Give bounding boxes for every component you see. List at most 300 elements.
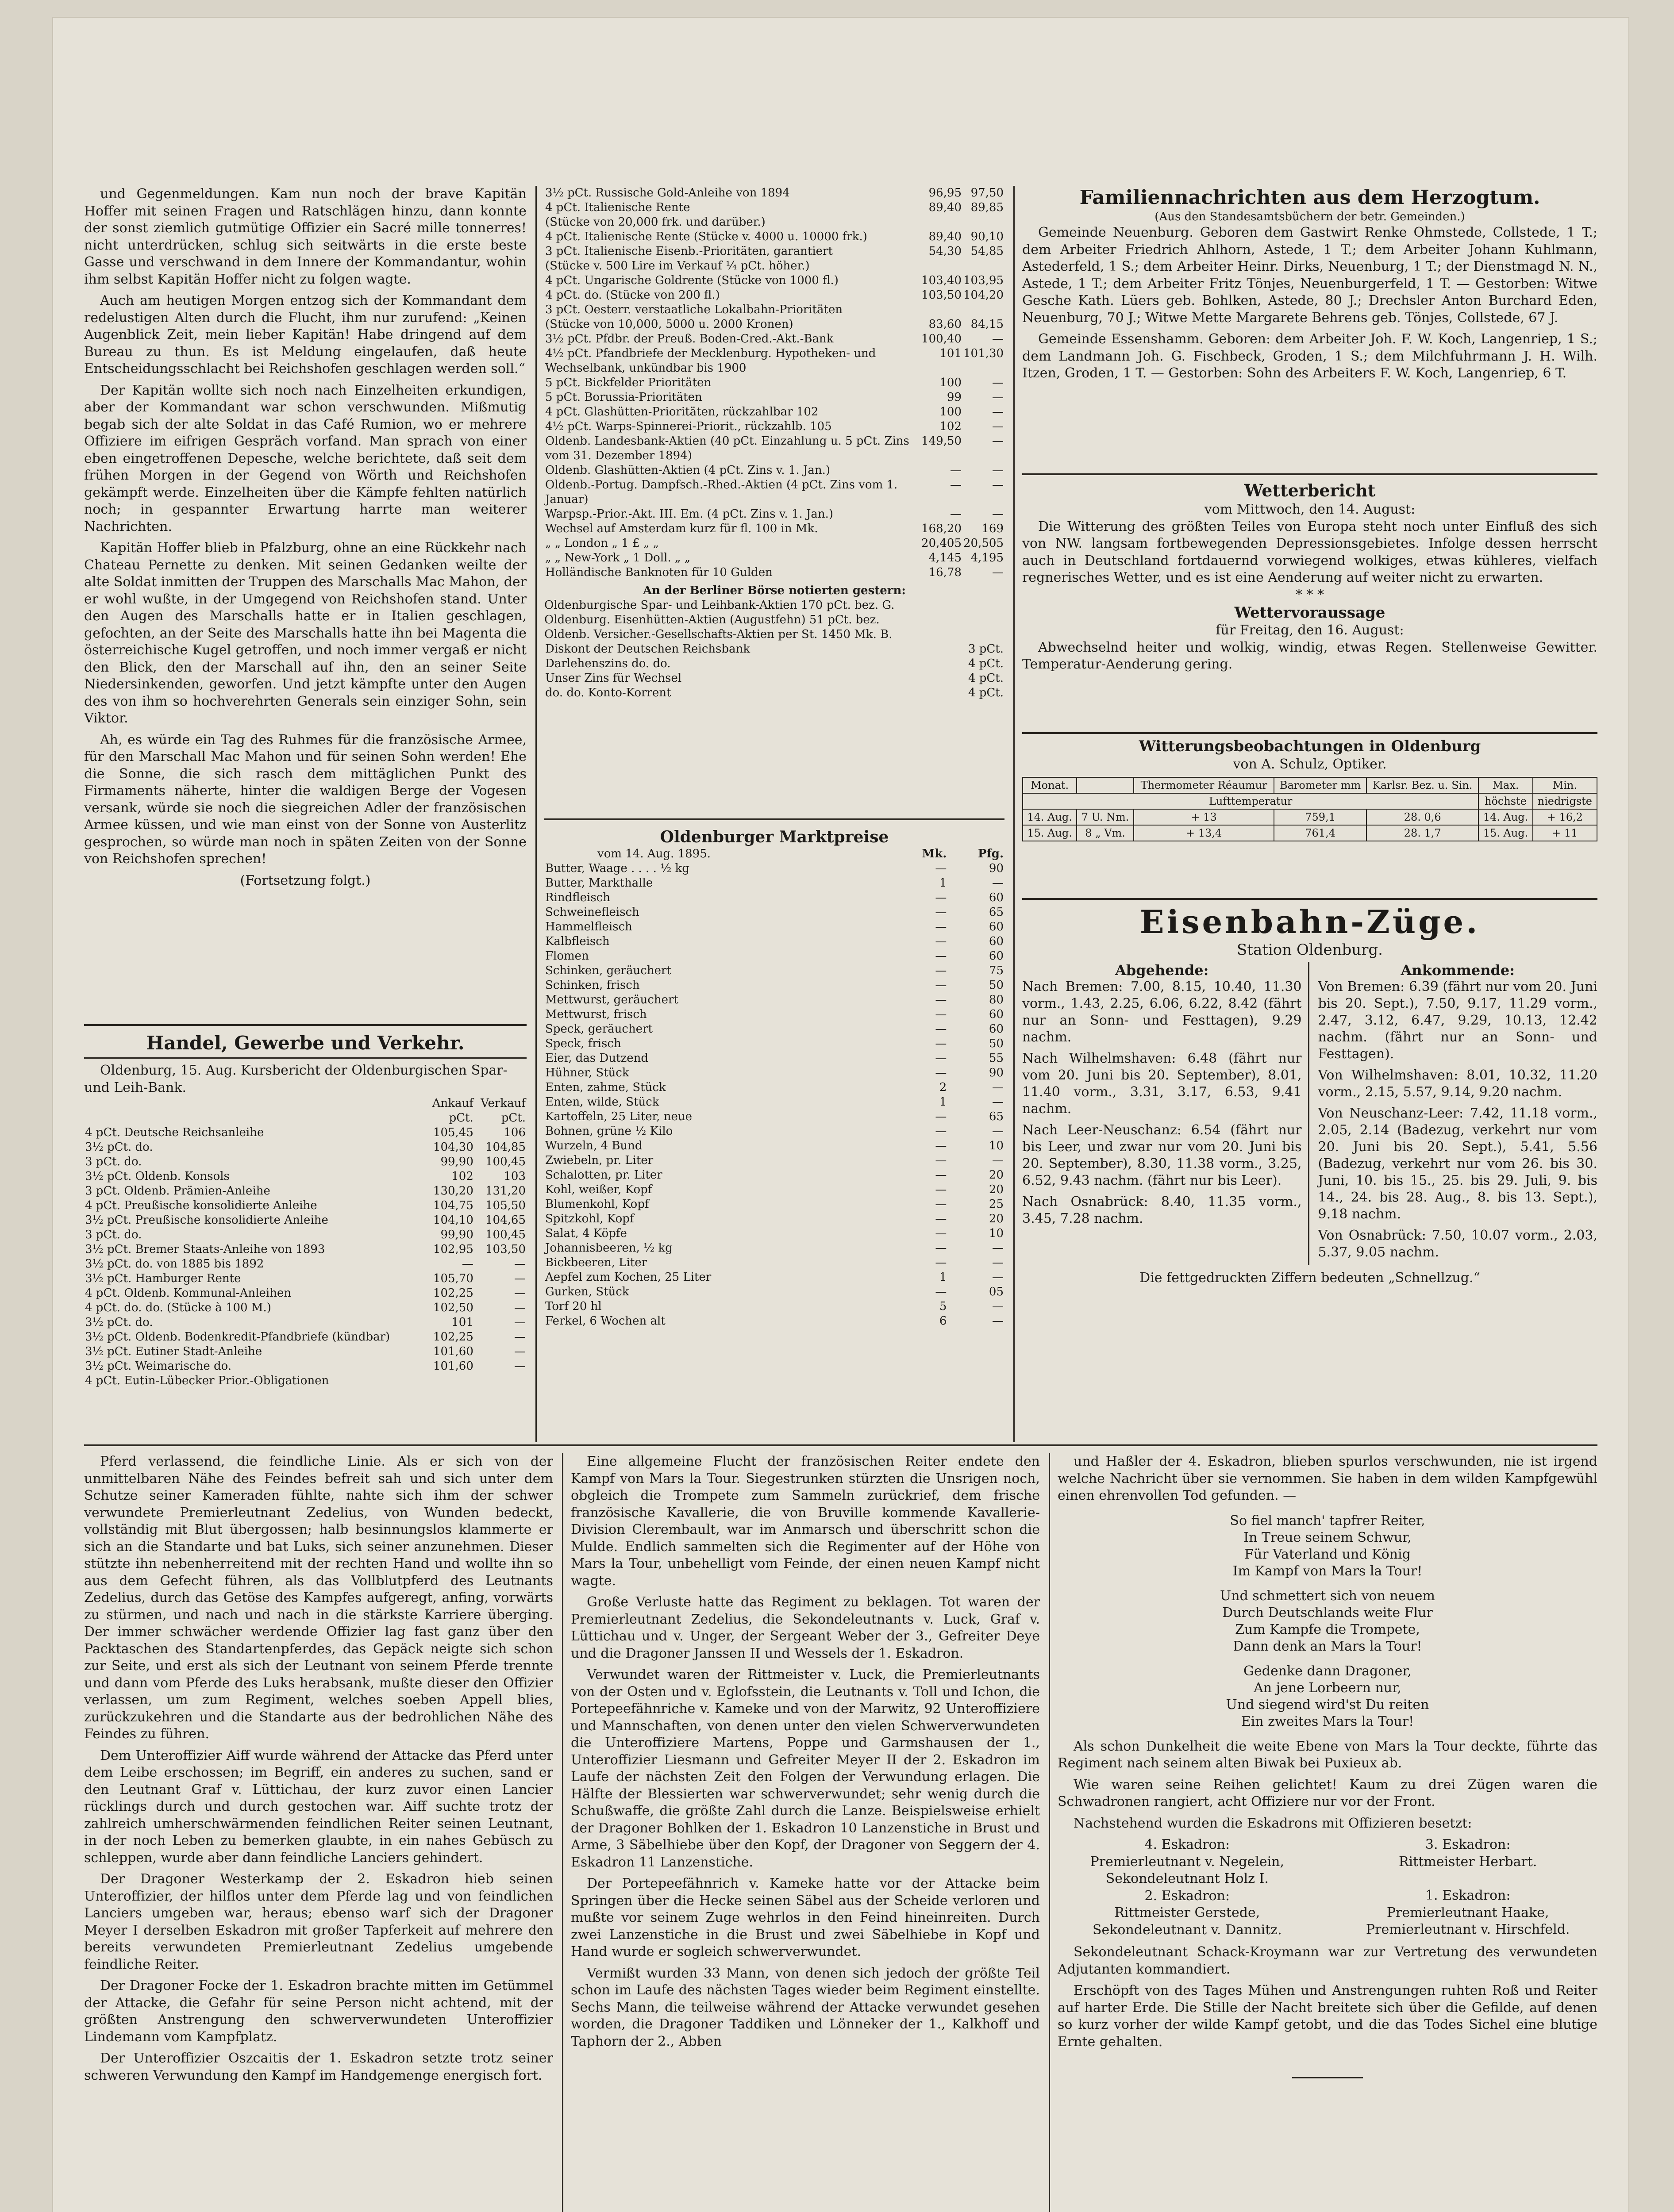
beobachtung-header: Karlsr. Bez. u. Sin. xyxy=(1366,777,1478,793)
markt-row-cell: Rindfleisch xyxy=(545,891,610,904)
continued-note: (Fortsetzung folgt.) xyxy=(240,872,371,888)
markt-row-cell: 10 xyxy=(989,1139,1004,1152)
kurse-row-cell: — xyxy=(992,332,1004,346)
markt-row-cell: 60 xyxy=(989,935,1004,948)
handel-row-cell: 104,75 xyxy=(433,1199,473,1212)
handel-row-cell: 101,60 xyxy=(433,1345,473,1358)
handel-row-cell: 3½ pCt. Bremer Staats-Anleihe von 1893 xyxy=(85,1243,325,1256)
familien-title: Familiennachrichten aus dem Herzogtum. xyxy=(1079,186,1540,209)
handel-row-cell: 3½ pCt. do. xyxy=(85,1316,153,1329)
kurse-row-cell xyxy=(920,303,962,317)
poem-line: Gedenke dann Dragoner, xyxy=(1243,1663,1412,1679)
beobachtung-table xyxy=(1022,777,1597,841)
handel-row-cell: 105,50 xyxy=(485,1199,526,1212)
markt-row xyxy=(544,1314,1004,1329)
kurse-row-cell: 89,85 xyxy=(970,201,1004,214)
markt-row-cell: 2 xyxy=(939,1081,947,1094)
handel-row-cell: 3½ pCt. do. xyxy=(85,1141,153,1154)
kurse-row xyxy=(544,273,1004,288)
kurse-row-cell: 84,15 xyxy=(970,318,1004,331)
diskont-table xyxy=(544,642,1004,700)
poem-stanza xyxy=(1058,1513,1597,1580)
markt-row-cell: — xyxy=(935,1227,947,1240)
kurse-row-cell: 3½ pCt. Russische Gold-Anleihe von 1894 xyxy=(545,186,790,200)
story-paragraph: Pferd verlassend, die feindliche Linie. Als er sich von der unmittelbaren Nähe des Feindes befreit sah und sich unter dem Schutze seiner Kameraden fühlte, nahte sich ihm der schwer verwundete Premierleutnant Zedelius, von Wunden bedeckt, vollständig mit Blut übergossen; halb besinnungslos klammerte er sich an die Standarte und bat Luks, sich seiner anzunehmen. Dieser stützte ihn nebenherreitend mit der rechten Hand und wollte ihn so aus dem Gefecht führen, als das Vollblutpferd des Leutnants Zedelius, durch das Getöse des Kampfes aufgeregt, anfing, vorwärts zu stürmen, und nach und nach in die stärkste Karriere überging. Der immer schwächer werdende Offizier lag fast ganz über den Packtaschen des Standartenpferdes, das Gepäck neigte sich schon zur Seite, und erst als sich der Leutnant von seinem Pferde trennte und dann vom Pferde des Luks herabsank, mußte dieser den Offizier verlassen, um zum Regiment, welches soeben Appell blies, zurückzukehren und die Standarte aus der bedrohlichen Nähe des Feindes zu führen. xyxy=(84,1454,553,1742)
markt-row xyxy=(544,1299,1004,1314)
kurse-row-cell: 54,85 xyxy=(970,245,1004,258)
novel-paragraph: und Gegenmeldungen. Kam nun noch der brave Kapitän Hoffer mit seinen Fragen und Ratschlägen hinzu, dann konnte der sonst ziemlich gutmütige Offizier ein Sacré mille tonnerres! nicht unterdrücken, schlug sich seitwärts in die erste beste Gasse und verschwand in dem Innere der Kommandantur, wohin ihm selbst Kapitän Hoffer nicht zu folgen wagte. xyxy=(84,186,527,287)
kurse-row-cell: „ „ New-York „ 1 Doll. „ „ xyxy=(545,551,691,565)
markt-row-cell: 75 xyxy=(989,964,1004,977)
kurse-table xyxy=(544,186,1004,580)
beobachtung-header: Monat. xyxy=(1023,777,1077,793)
kurse-row-cell: 96,95 xyxy=(928,186,962,200)
poem-line: An jene Lorbeern nur, xyxy=(1254,1680,1401,1696)
handel-row-cell: 4 pCt. Oldenb. Kommunal-Anleihen xyxy=(85,1286,292,1300)
markt-row-cell: — xyxy=(935,1256,947,1269)
kurse-row-cell: 4 pCt. do. (Stücke von 200 fl.) xyxy=(545,288,720,302)
markt-row-cell: — xyxy=(935,1052,947,1065)
markt-row-cell: Torf 20 hl xyxy=(545,1300,602,1313)
handel-row-cell: 3½ pCt. Oldenb. Bodenkredit-Pfandbriefe (kündbar) xyxy=(85,1330,390,1344)
handel-row-cell: — xyxy=(514,1345,526,1358)
eskadron-1-line: Premierleutnant v. Hirschfeld. xyxy=(1366,1922,1570,1937)
markt-row xyxy=(544,1095,1004,1110)
markt-row-cell: Blumenkohl, Kopf xyxy=(545,1198,649,1211)
markt-row xyxy=(544,1256,1004,1270)
kurse-row-cell: 149,50 xyxy=(921,434,962,448)
markt-row-cell: — xyxy=(935,993,947,1006)
markt-row-cell: 80 xyxy=(989,993,1004,1006)
abfahrt-entry: Nach Osnabrück: 8.40, 11.35 vorm., 3.45, 7.28 nachm. xyxy=(1022,1194,1302,1226)
markt-row xyxy=(544,1212,1004,1226)
markt-row-cell: — xyxy=(992,1081,1004,1094)
ankunft-entry: Von Wilhelmshaven: 8.01, 10.32, 11.20 vorm., 2.15, 5.57, 9.14, 9.20 nachm. xyxy=(1318,1068,1597,1100)
kurse-row-cell: Wechsel auf Amsterdam kurz für fl. 100 in Mk. xyxy=(545,522,818,535)
poem-line: In Treue seinem Schwur, xyxy=(1243,1529,1412,1545)
col-mk: Mk. xyxy=(922,847,947,860)
eskadron-list xyxy=(1058,1836,1597,1939)
markt-row-cell: — xyxy=(935,979,947,992)
abfahrt-entry: Nach Bremen: 7.00, 8.15, 10.40, 11.30 vorm., 1.43, 2.25, 6.06, 6.22, 8.42 (fährt nur an Sonn- und Festtagen), 9.29 nachm. xyxy=(1022,979,1302,1045)
kurse-row-cell: 169 xyxy=(981,522,1004,535)
kurse-row-cell: — xyxy=(950,464,962,477)
handel-row xyxy=(84,1271,527,1286)
ankunft-entry: Von Bremen: 6.39 (fährt nur vom 20. Juni bis 20. Sept.), 7.50, 9.17, 11.29 vorm., 2.47, 3.12, 6.47, 9.29, 10.13, 12.42 nachm. (fährt nur an Sonn- und Festtagen). xyxy=(1318,979,1597,1062)
story-col-3 xyxy=(1058,1453,1597,2212)
markt-row-cell: Hammelfleisch xyxy=(545,920,632,933)
markt-row-cell: — xyxy=(935,1125,947,1138)
handel-section xyxy=(84,1031,527,1442)
markt-row-cell: 05 xyxy=(989,1285,1004,1298)
markt-row-cell: Schweinefleisch xyxy=(545,906,639,919)
handel-row xyxy=(84,1125,527,1140)
handel-row xyxy=(84,1155,527,1169)
markt-row-cell: — xyxy=(935,1139,947,1152)
markt-row-cell: 1 xyxy=(939,1271,947,1284)
kurse-row-cell: Oldenb. Landesbank-Aktien (40 pCt. Einzahlung u. 5 pCt. Zins vom 31. Dezember 1894) xyxy=(545,434,909,462)
handel-row-cell: 102,25 xyxy=(433,1286,473,1300)
markt-row xyxy=(544,949,1004,964)
markt-row-cell: — xyxy=(992,1314,1004,1328)
handel-row-cell: 106 xyxy=(504,1126,526,1139)
handel-row xyxy=(84,1315,527,1330)
markt-row-cell: Ferkel, 6 Wochen alt xyxy=(545,1314,666,1328)
handel-row-cell: 102 xyxy=(451,1170,473,1183)
kurse-row-cell: 83,60 xyxy=(928,318,962,331)
kurse-row-cell: (Stücke v. 500 Lire im Verkauf ¼ pCt. höher.) xyxy=(545,259,810,273)
beobachtung-luft-cell: niedrigste xyxy=(1533,793,1597,809)
kurse-row-cell: „ „ London „ 1 £ „ „ xyxy=(545,537,659,550)
story-paragraph: Erschöpft von des Tages Mühen und Anstrengungen ruhten Roß und Reiter auf harter Erde. Die Stille der Nacht breitete sich über die Gefilde, auf denen so kurz vorher der wilde Kampf getobt, und die das Todes Sichel eine blutige Ernte gehalten. xyxy=(1058,1983,1597,2050)
handel-row xyxy=(84,1374,527,1388)
kurse-row-cell: 4 pCt. Glashütten-Prioritäten, rückzahlbar 102 xyxy=(545,405,819,419)
handel-row-cell: 130,20 xyxy=(433,1184,473,1198)
handel-row-cell xyxy=(426,1374,474,1388)
poem-line: So fiel manch' tapfrer Reiter, xyxy=(1230,1513,1425,1528)
markt-row-cell: 20 xyxy=(989,1212,1004,1225)
novel-top xyxy=(84,186,527,1022)
markt-row xyxy=(544,1007,1004,1022)
markt-row xyxy=(544,876,1004,891)
diskont-row xyxy=(544,671,1004,686)
markt-table xyxy=(544,847,1004,1329)
kurse-row-cell: 89,40 xyxy=(928,201,962,214)
story-paragraph: und Haßler der 4. Eskadron, blieben spurlos verschwunden, nie ist irgend welche Nachricht über sie vernommen. Sie haben in dem wilden Kampfgewühl einen ehrenvollen Tod gefunden. — xyxy=(1058,1454,1597,1503)
novel-paragraph: Ah, es würde ein Tag des Ruhmes für die französische Armee, für den Marschall Mac Mahon und für seinen Sohn werden! Ehe die Sonne, die sich rasch dem mittäglichen Punkt des Firmaments näherte, hinter die waldigen Berge der Vogesen versank, würde sie noch die siegreichen Adler der französischen Armee küssen, und wie man einst von der Sonne von Austerlitz gesprochen, so würde man noch in späten Zeiten von der Sonne von Reichshofen sprechen! xyxy=(84,732,527,867)
story-paragraph: Vermißt wurden 33 Mann, von denen sich jedoch der größte Teil schon im Laufe des nächsten Tages wieder beim Regiment einstellte. Sechs Mann, die teilweise während der Attacke verwundet gesehen worden, die Dragoner Taddiken und Lönneker der 1., Kalkhoff und Taphorn der 2., Abben xyxy=(571,1965,1040,2049)
handel-row-cell: 4 pCt. Preußische konsolidierte Anleihe xyxy=(85,1199,317,1212)
kurse-row xyxy=(544,551,1004,565)
markt-row-cell: Gurken, Stück xyxy=(545,1285,629,1298)
handel-row xyxy=(84,1301,527,1315)
kurse-row-cell: 90,10 xyxy=(970,230,1004,243)
markt-row-cell: — xyxy=(935,891,947,904)
markt-row-cell: 10 xyxy=(989,1227,1004,1240)
markt-row xyxy=(544,861,1004,876)
abfahrt-entry: Nach Wilhelmshaven: 6.48 (fährt nur vom 20. Juni bis 20. September), 8.01, 11.40 vorm., 3.31, 3.17, 6.53, 9.41 nachm. xyxy=(1022,1051,1302,1117)
kurse-row xyxy=(544,244,1004,259)
beobachtung-cell: 761,4 xyxy=(1274,825,1366,841)
markt-row xyxy=(544,1183,1004,1197)
markt-row-cell: 1 xyxy=(939,1095,947,1109)
markt-row-cell: — xyxy=(935,1022,947,1036)
handel-row-cell: — xyxy=(514,1359,526,1373)
col-ankauf: Ankauf xyxy=(432,1097,473,1110)
markt-row-cell: — xyxy=(935,1066,947,1079)
handel-row xyxy=(84,1169,527,1184)
beobachtung-cell: 14. Aug. xyxy=(1478,809,1532,825)
beobachtung-cell: + 16,2 xyxy=(1533,809,1597,825)
handel-row-cell: 104,65 xyxy=(485,1214,526,1227)
markt-row xyxy=(544,1110,1004,1124)
markt-row-cell: — xyxy=(935,920,947,933)
markt-row xyxy=(544,920,1004,934)
markt-row-cell: 65 xyxy=(989,906,1004,919)
berlin-line: Oldenburgische Spar- und Leihbank-Aktien 170 pCt. bez. G. xyxy=(544,599,895,612)
kurse-row-cell: 20,405 xyxy=(921,537,962,550)
markt-row-cell: — xyxy=(992,1095,1004,1109)
forecast-text: Abwechselnd heiter und wolkig, windig, etwas Regen. Stellenweise Gewitter. Temperatur-Aenderung gering. xyxy=(1022,639,1597,672)
markt-row-cell: Kalbfleisch xyxy=(545,935,610,948)
kurse-row-cell: 101 xyxy=(939,347,962,360)
handel-row-cell: 100,45 xyxy=(485,1155,526,1168)
markt-row-cell: Butter, Markthalle xyxy=(545,876,653,890)
kurse-row xyxy=(544,507,1004,522)
diskont-row xyxy=(544,657,1004,671)
poem-line: Dann denk an Mars la Tour! xyxy=(1233,1638,1422,1654)
beobachtung-header: Barometer mm xyxy=(1274,777,1366,793)
kurse-row-cell: 103,95 xyxy=(963,274,1004,287)
markt-row-cell: Aepfel zum Kochen, 25 Liter xyxy=(545,1271,712,1284)
berlin-line: Oldenburg. Eisenhütten-Aktien (Augustfehn) 51 pCt. bez. xyxy=(544,613,880,626)
handel-row-cell xyxy=(474,1374,527,1388)
story-col-1 xyxy=(84,1453,553,2212)
handel-row-cell: 3½ pCt. do. von 1885 bis 1892 xyxy=(85,1257,264,1271)
markt-row-cell: 50 xyxy=(989,1037,1004,1050)
markt-row-cell: Spitzkohl, Kopf xyxy=(545,1212,634,1225)
handel-row-cell: 131,20 xyxy=(485,1184,526,1198)
kurse-row-cell: 100,40 xyxy=(921,332,962,346)
kurse-row-cell: (Stücke von 10,000, 5000 u. 2000 Kronen) xyxy=(545,318,793,331)
beobachtung-cell: 759,1 xyxy=(1274,809,1366,825)
markt-row-cell: 90 xyxy=(989,1066,1004,1079)
ankunft-entry: Von Osnabrück: 7.50, 10.07 vorm., 2.03, 5.37, 9.05 nachm. xyxy=(1318,1228,1597,1260)
markt-row-cell: Schinken, geräuchert xyxy=(545,964,671,977)
kurse-row-cell: 89,40 xyxy=(928,230,962,243)
kurse-row-cell: 3½ pCt. Pfdbr. der Preuß. Boden-Cred.-Akt.-Bank xyxy=(545,332,834,346)
abgehende-column xyxy=(1022,962,1309,1265)
markt-row-cell: 50 xyxy=(989,979,1004,992)
kurse-row xyxy=(544,303,1004,317)
markt-row-cell: Bickbeeren, Liter xyxy=(545,1256,647,1269)
unit-label: pCt. xyxy=(501,1111,526,1125)
markt-row-cell: Schalotten, pr. Liter xyxy=(545,1168,662,1182)
markt-row xyxy=(544,934,1004,949)
markt-row xyxy=(544,1022,1004,1037)
markt-row-cell: 90 xyxy=(989,862,1004,875)
kurse-row-cell: Oldenb. Glashütten-Aktien (4 pCt. Zins v. 1. Jan.) xyxy=(545,464,830,477)
handel-row xyxy=(84,1344,527,1359)
eskadron-4-line: Sekondeleutnant Holz I. xyxy=(1105,1871,1269,1886)
handel-row xyxy=(84,1184,527,1198)
markt-row-cell: Salat, 4 Köpfe xyxy=(545,1227,627,1240)
poem-line: Und siegend wird'st Du reiten xyxy=(1226,1697,1429,1713)
kurse-row-cell: 54,30 xyxy=(928,245,962,258)
story-paragraph: Eine allgemeine Flucht der französischen Reiter endete den Kampf von Mars la Tour. Siegestrunken stürzten die Unsrigen noch, obgleich die Trompete zum Sammeln zurückrief, dem frische französische Kavallerie, die von Bruville kommende Kavallerie-Division Clerembault, war im Anmarsch und überschritt schon die Mulde. Endlich sammelten sich die Regimenter auf der Höhe von Mars la Tour, unbehelligt vom Feinde, der einen neuen Kampf nicht wagte. xyxy=(571,1454,1040,1589)
markt-row xyxy=(544,1037,1004,1051)
markt-row-cell: 25 xyxy=(989,1198,1004,1211)
handel-row-cell: 99,90 xyxy=(440,1228,473,1241)
markt-row-cell: Enten, zahme, Stück xyxy=(545,1081,666,1094)
beobachtung-cell: 28. 0,6 xyxy=(1366,809,1478,825)
wetter-title: Wetterbericht xyxy=(1244,480,1376,500)
beobachtung-header: Min. xyxy=(1533,777,1597,793)
handel-row xyxy=(84,1213,527,1228)
markt-row-cell: — xyxy=(992,1241,1004,1255)
berlin-line: Oldenb. Versicher.-Gesellschafts-Aktien per St. 1450 Mk. B. xyxy=(544,628,893,641)
kurse-row-cell: 5 pCt. Bickfelder Prioritäten xyxy=(545,376,712,389)
beobachtung-cell: 15. Aug. xyxy=(1478,825,1532,841)
markt-title: Oldenburger Marktpreise xyxy=(660,828,889,846)
unit-label: pCt. xyxy=(449,1111,473,1125)
markt-row-cell: 20 xyxy=(989,1183,1004,1196)
markt-row-cell: Hühner, Stück xyxy=(545,1066,629,1079)
handel-title: Handel, Gewerbe und Verkehr. xyxy=(146,1032,465,1054)
markt-row-cell: — xyxy=(935,906,947,919)
markt-row-cell: Flomen xyxy=(545,949,589,963)
handel-row xyxy=(84,1242,527,1257)
markt-row-cell: — xyxy=(935,1008,947,1021)
kurse-row-cell: 3 pCt. Oesterr. verstaatliche Lokalbahn-Prioritäten xyxy=(545,303,843,316)
markt-row-cell: — xyxy=(992,1271,1004,1284)
handel-row-cell: 101 xyxy=(451,1316,473,1329)
diskont-row-cell: 3 pCt. xyxy=(968,642,1004,656)
eskadron-2-line: Rittmeister Gerstede, xyxy=(1114,1905,1260,1920)
markt-row-cell: 60 xyxy=(989,891,1004,904)
handel-row-cell: 104,85 xyxy=(485,1141,526,1154)
kurse-row xyxy=(544,317,1004,332)
wetter-date: vom Mittwoch, den 14. August: xyxy=(1204,502,1416,517)
markt-row-cell: — xyxy=(935,949,947,963)
handel-row-cell: — xyxy=(514,1286,526,1300)
kurse-row-cell: — xyxy=(992,376,1004,389)
novel-paragraph: Der Kapitän wollte sich noch nach Einzelheiten erkundigen, aber der Kommandant war schon verschwunden. Mißmutig begab sich der alte Soldat in das Café Rumion, wo er mehrere Offiziere im eifrigen Gespräch vorfand. Man sprach von einer eben eingetroffenen Depesche, welche berichtete, daß seit dem frühen Morgen in der Gegend von Wörth und Reichshofen gekämpft werde. Einzelheiten über die Kämpfe fehlten natürlich noch; in gespannter Erwartung harrte man weiterer Nachrichten. xyxy=(84,382,527,534)
wetter-stars: * * * xyxy=(1295,587,1324,603)
handel-row-cell: 99,90 xyxy=(440,1155,473,1168)
markt-row xyxy=(544,1153,1004,1168)
handel-row-cell: 100,45 xyxy=(485,1228,526,1241)
kurse-row xyxy=(544,390,1004,405)
kurse-row-cell: — xyxy=(992,391,1004,404)
markt-row-cell: — xyxy=(935,1154,947,1167)
markt-row-cell: — xyxy=(935,964,947,977)
eskadron-3-label: 3. Eskadron: xyxy=(1425,1837,1511,1852)
kurse-row-cell: 5 pCt. Borussia-Prioritäten xyxy=(545,391,702,404)
story-paragraph: Wie waren seine Reihen gelichtet! Kaum zu drei Zügen waren die Schwadronen rangiert, acht Offiziere nur vor der Front. xyxy=(1058,1777,1597,1809)
kurse-row xyxy=(544,405,1004,419)
novel-paragraph: Auch am heutigen Morgen entzog sich der Kommandant dem redelustigen Alten durch die Flucht, ihm nur zurufend: „Keinen Augenblick Zeit, mein lieber Kapitän! Habe dringend auf dem Bureau zu thun. Es ist Meldung eingelaufen, daß heute Entscheidungsschlacht bei Reichshofen geschlagen werden soll.“ xyxy=(84,293,527,376)
poem-line: Im Kampf von Mars la Tour! xyxy=(1232,1563,1423,1579)
handel-row-cell: 101,60 xyxy=(433,1359,473,1373)
handel-row-cell: 104,10 xyxy=(433,1214,473,1227)
beobachtung-cell: + 11 xyxy=(1533,825,1597,841)
diskont-row-cell: Darlehenszins do. do. xyxy=(545,657,671,670)
handel-row-cell: 103 xyxy=(504,1170,526,1183)
familien-paragraph: Gemeinde Essenshamm. Geboren: dem Arbeiter Joh. F. W. Koch, Langenriep, 1 S.; dem Landmann Joh. G. Fischbeck, Groden, 1 S.; dem Milchfuhrmann J. H. Wilh. Itzen, Groden, 1 T. — Gestorben: Sohn des Arbeiters F. W. Koch, Langenriep, 6 T. xyxy=(1022,331,1597,381)
forecast-date: für Freitag, den 16. August: xyxy=(1216,622,1404,638)
markt-row-cell: 60 xyxy=(989,1022,1004,1036)
kurse-row-cell: 4 pCt. Italienische Rente (Stücke v. 4000 u. 10000 frk.) xyxy=(545,230,867,243)
markt-row-cell: 1 xyxy=(939,876,947,890)
beobachtung-cell: 14. Aug. xyxy=(1023,809,1077,825)
markt-row-cell: Mettwurst, frisch xyxy=(545,1008,647,1021)
markt-row-cell: — xyxy=(935,935,947,948)
kurse-row-cell: Oldenb.-Portug. Dampfsch.-Rhed.-Aktien (4 pCt. Zins vom 1. Januar) xyxy=(545,478,898,506)
beobachtung-luft-cell: höchste xyxy=(1478,793,1532,809)
kurse-row-cell: — xyxy=(992,405,1004,419)
kurse-row-cell: 103,40 xyxy=(921,274,962,287)
ankommende-column xyxy=(1318,962,1598,1265)
markt-row-cell: Kartoffeln, 25 Liter, neue xyxy=(545,1110,693,1123)
diskont-row-cell: 4 pCt. xyxy=(968,672,1004,685)
kurse-row-cell: 20,505 xyxy=(963,537,1004,550)
markt-row xyxy=(544,891,1004,905)
markt-row xyxy=(544,1241,1004,1256)
handel-row-cell: 3 pCt. do. xyxy=(85,1228,142,1241)
beobachtung-header: Max. xyxy=(1478,777,1532,793)
handel-row xyxy=(84,1257,527,1271)
kurse-row xyxy=(544,230,1004,244)
eskadron-1-label: 1. Eskadron: xyxy=(1425,1888,1511,1903)
handel-row-cell: 102,25 xyxy=(433,1330,473,1344)
handel-row-cell: — xyxy=(462,1257,473,1271)
markt-row-cell: 65 xyxy=(989,1110,1004,1123)
abgehende-title: Abgehende: xyxy=(1115,962,1209,979)
markt-row-cell: 6 xyxy=(939,1314,947,1328)
beobachtung-header: Thermometer Réaumur xyxy=(1134,777,1274,793)
handel-row-cell: 4 pCt. do. do. (Stücke à 100 M.) xyxy=(85,1301,271,1314)
beobachtung-luft-cell: Lufttemperatur xyxy=(1023,793,1478,809)
kurse-row-cell: (Stücke von 20,000 frk. und darüber.) xyxy=(545,215,766,229)
kurse-row xyxy=(544,346,1004,376)
markt-row xyxy=(544,993,1004,1007)
markt-date: vom 14. Aug. 1895. xyxy=(597,847,711,860)
handel-row-cell: 3 pCt. Oldenb. Prämien-Anleihe xyxy=(85,1184,270,1198)
markt-row xyxy=(544,1066,1004,1080)
kurse-row-cell: 4 pCt. Ungarische Goldrente (Stücke von 1000 fl.) xyxy=(545,274,839,287)
markt-row xyxy=(544,978,1004,993)
markt-row xyxy=(544,1051,1004,1066)
handel-row-cell: 3 pCt. do. xyxy=(85,1155,142,1168)
kurse-row-cell: 4,145 xyxy=(928,551,962,565)
markt-row-cell: Speck, geräuchert xyxy=(545,1022,653,1036)
markt-row-cell: Butter, Waage . . . . ½ kg xyxy=(545,862,689,875)
handel-row xyxy=(84,1228,527,1242)
markt-row-cell: Wurzeln, 4 Bund xyxy=(545,1139,643,1152)
novel-paragraph: Kapitän Hoffer blieb in Pfalzburg, ohne an eine Rückkehr nach Chateau Pernette zu denken. Mit seinen Gedanken weilte der alte Soldat inmitten der Truppen des Marschalls Mac Mahon, der er wohl wußte, in der Umgegend von Reichshofen stand. Unter den Augen des Marschalls hatte er in Italien geschlagen, gefochten, an der Seite des Marschalls hatte ihn bei Magenta die österreichische Kugel getroffen, und noch immer vergaß er nicht den Blick, den der Marschall auf ihn, den an seiner Seite Niedersinkenden, geworfen. Und jetzt kämpfte unter den Augen des von ihm so hochverehrten Generals sein einziger Sohn, sein Viktor. xyxy=(84,540,527,726)
col-pfg: Pfg. xyxy=(978,847,1004,860)
diskont-row-cell: Diskont der Deutschen Reichsbank xyxy=(545,642,750,656)
poem-line: Zum Kampfe die Trompete, xyxy=(1235,1621,1420,1637)
markt-row-cell: Zwiebeln, pr. Liter xyxy=(545,1154,654,1167)
markt-row-cell: — xyxy=(935,862,947,875)
poem-line: Ein zweites Mars la Tour! xyxy=(1241,1713,1414,1729)
beobachtung-header xyxy=(1077,777,1134,793)
eskadron-2-label: 2. Eskadron: xyxy=(1144,1888,1230,1904)
kurse-row xyxy=(544,434,1004,463)
poem-stanza xyxy=(1058,1663,1597,1730)
handel-row-cell: 104,30 xyxy=(433,1141,473,1154)
handel-row xyxy=(84,1330,527,1344)
kurse-row-cell: 4,195 xyxy=(970,551,1004,565)
markt-row-cell: — xyxy=(935,1212,947,1225)
eisenbahn-note: Die fettgedruckten Ziffern bedeuten „Schnellzug.“ xyxy=(1139,1270,1480,1286)
beobachtung-cell: 7 U. Nm. xyxy=(1077,809,1134,825)
markt-row-cell: — xyxy=(935,1037,947,1050)
kurse-row-cell: — xyxy=(992,566,1004,579)
kurse-row xyxy=(544,419,1004,434)
eisenbahn-section xyxy=(1022,902,1597,1438)
eisenbahn-station: Station Oldenburg. xyxy=(1237,941,1383,959)
story-col-2 xyxy=(571,1453,1040,2212)
handel-row-cell: 3½ pCt. Weimarische do. xyxy=(85,1359,232,1373)
diskont-row xyxy=(544,642,1004,657)
kurse-row-cell: 168,20 xyxy=(921,522,962,535)
poem-line: Durch Deutschlands weite Flur xyxy=(1222,1605,1433,1621)
markt-row-cell: Eier, das Dutzend xyxy=(545,1052,649,1065)
handel-row-cell: 105,70 xyxy=(433,1272,473,1285)
